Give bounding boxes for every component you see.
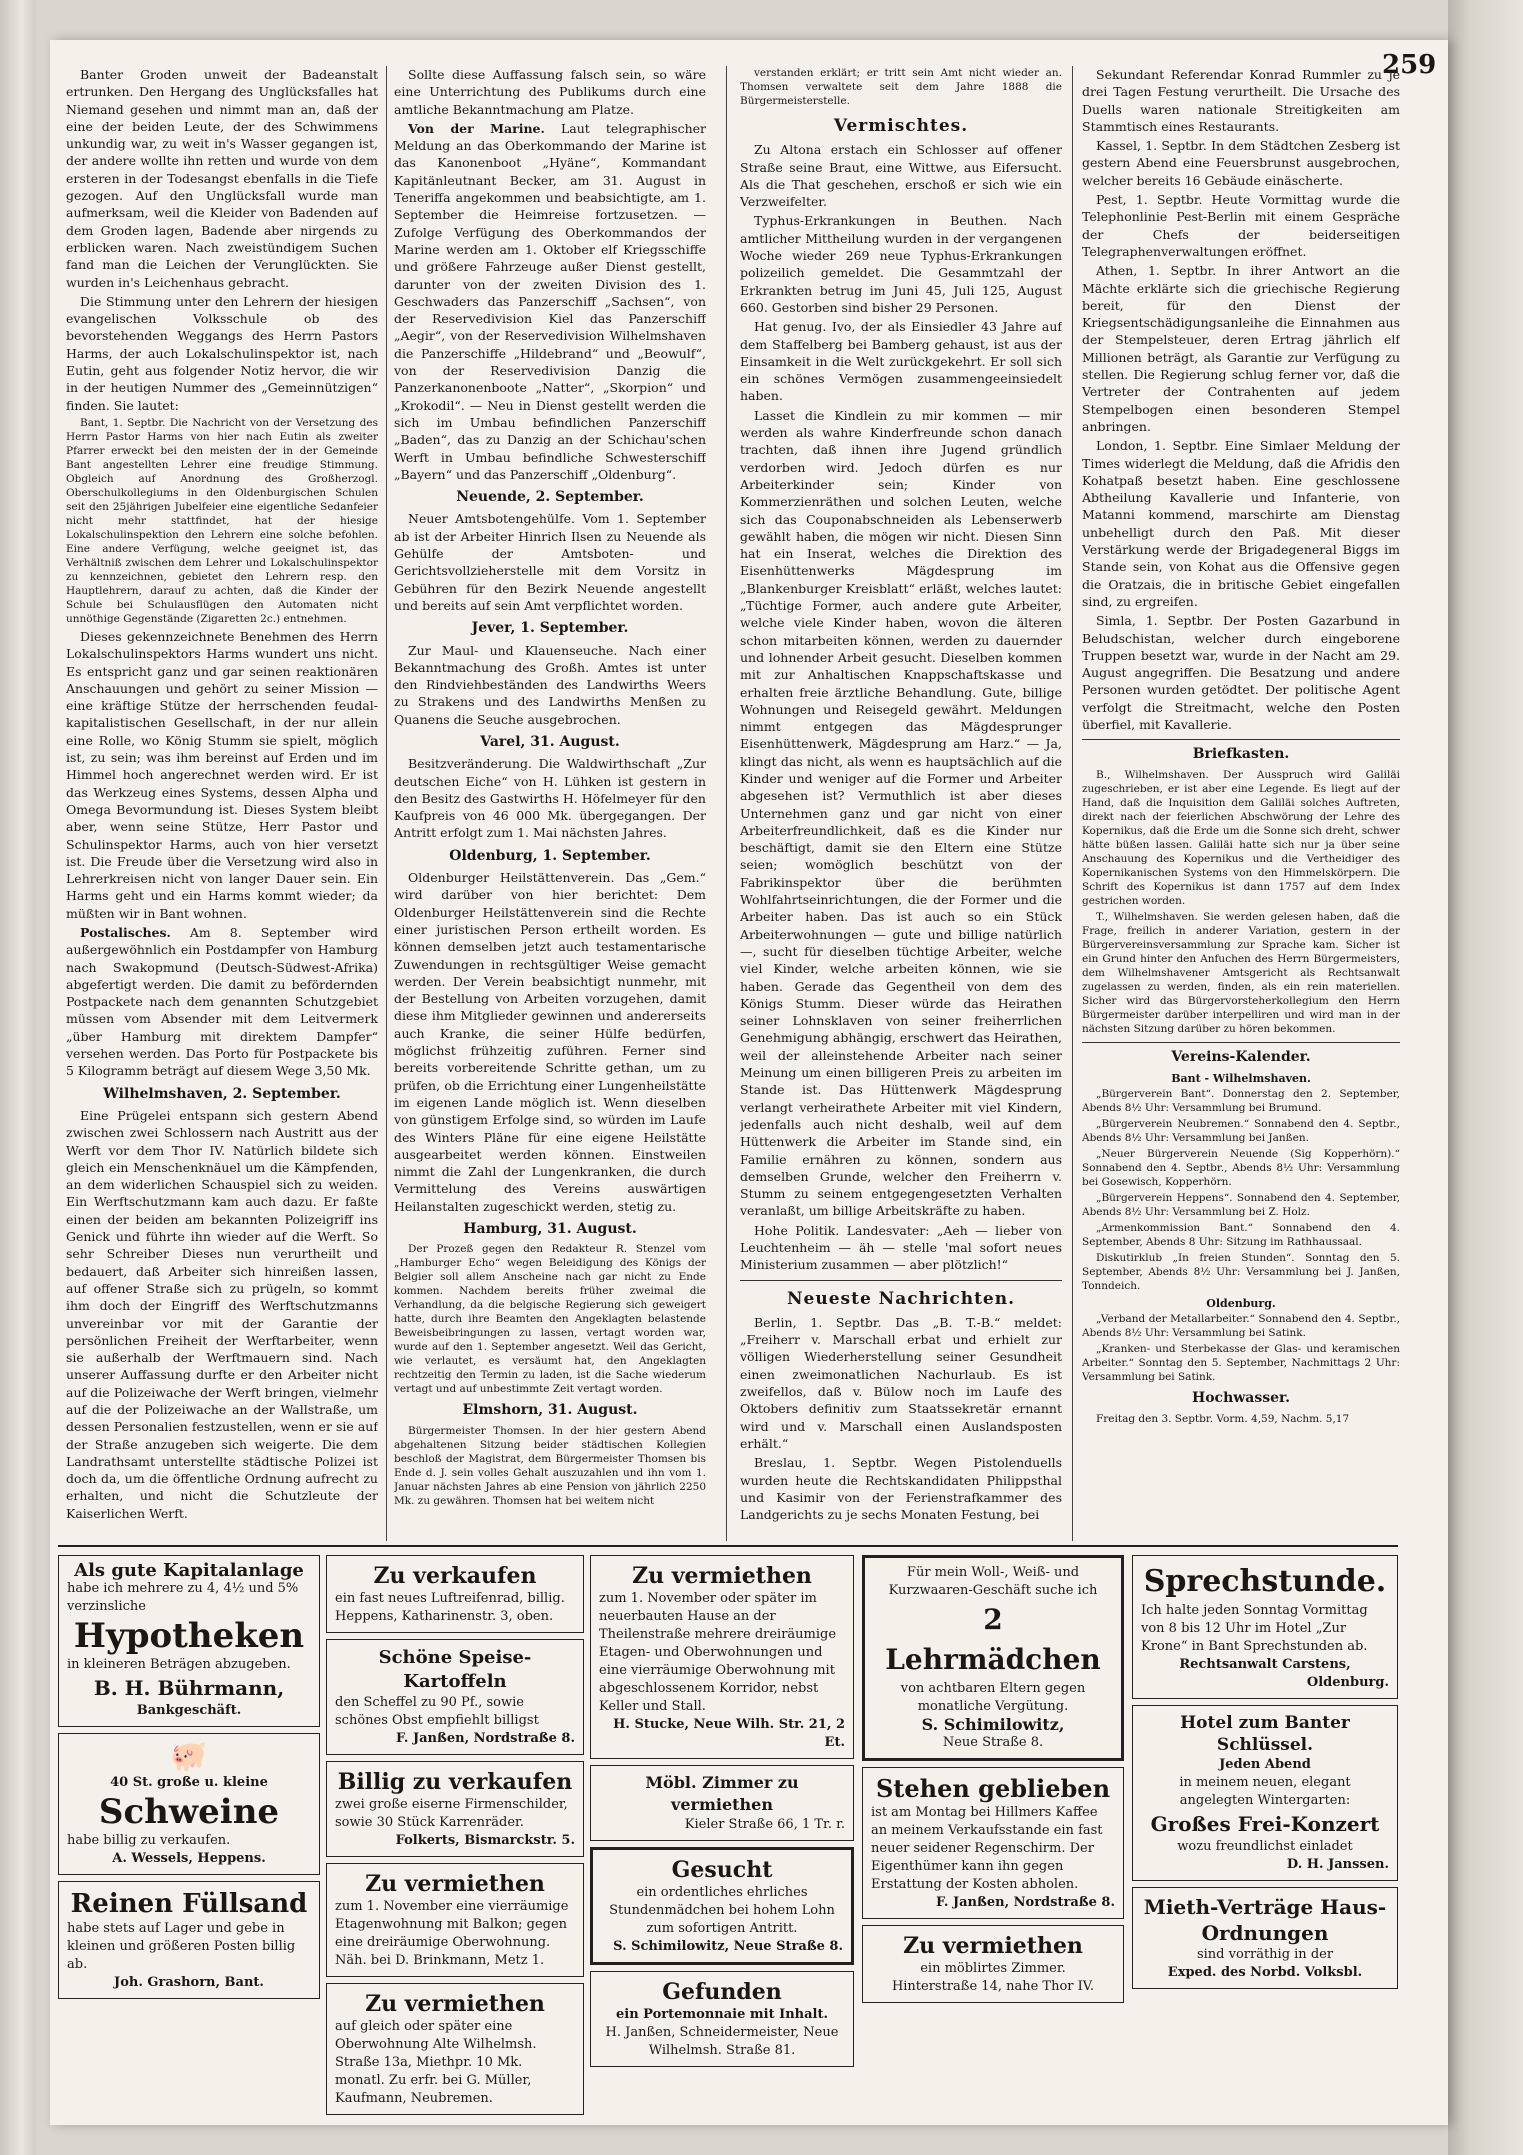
- ad-text: zum 1. November oder später im neuerbauten Hause an der Theilenstraße mehrere dreiräumige Etagen- und Oberwohnungen und eine vierräumige Oberwohnung mit abgeschlossenem Korridor, nebst Keller und Stall.: [599, 1591, 837, 1714]
- ad-gefunden: [590, 1971, 854, 2067]
- ad-headline: Möbl. Zimmer zu vermiethen: [645, 1773, 799, 1814]
- ad-text: ein möblirtes Zimmer.: [920, 1961, 1066, 1976]
- tide-info: Freitag den 3. Septbr. Vorm. 4,59, Nachm. 5,17: [1096, 1412, 1350, 1425]
- ad-etagenwohnung: [326, 1863, 584, 1977]
- article-text: Zu Altona erstach ein Schlosser auf offener Straße seine Braut, eine Wittwe, aus Eifersucht. Als die That geschehen, erschoß er sich wie ein Verzweifelter.: [740, 142, 1062, 210]
- dateline: Hamburg, 31. August.: [463, 1221, 637, 1237]
- ad-advertiser: B. H. Bührmann,: [93, 1676, 285, 1700]
- ad-text: Jeden Abend: [1219, 1757, 1311, 1772]
- ad-advertiser: S. Schimilowitz, Neue Straße 8.: [613, 1939, 843, 1954]
- ad-text: sind vorräthig in der: [1196, 1947, 1334, 1962]
- ad-headline: Zu vermiethen: [365, 1991, 545, 2017]
- section-heading: Postalisches.: [80, 924, 171, 940]
- ad-text: den Scheffel zu 90 Pf., sowie schönes Obst empfiehlt billigst: [335, 1695, 539, 1728]
- ad-text: ist am Montag bei Hillmers Kaffee an meinem Verkaufsstande ein fast neuer seidener Regenschirm. Der Eigenthümer kann ihn gegen Erstattung der Kosten abholen.: [871, 1805, 1103, 1892]
- ad-hotel-konzert: [1132, 1705, 1398, 1881]
- article-text: Der Prozeß gegen den Redakteur R. Stenzel vom „Hamburger Echo“ wegen Beleidigung des Königs der Belgier soll allem Anscheine nach gar nicht zu Ende kommen. Nachdem bereits früher zweimal die Verhandlung, da die belgische Regierung sich geweigert hatte, durch ihre Beamten den Angeklagten belastende Beweisbeibringungen zu lassen, vertagt worden war, wurde auf den 1. September angesetzt. Weil das Gericht, wie verlautet, es versäumt hat, den Angeklagten rechtzeitig den Termin zu laden, ist die Sache wiederum vertagt und auf unbestimmte Zeit vertagt worden.: [394, 1243, 706, 1396]
- ad-text: Bankgeschäft.: [136, 1703, 242, 1718]
- dateline: Jever, 1. September.: [471, 620, 629, 637]
- ad-headline: 2 Lehrmädchen: [885, 1603, 1101, 1676]
- ad-text: Hinterstraße 14, nahe Thor IV.: [891, 1979, 1095, 1994]
- ad-text: wozu freundlichst einladet: [1177, 1839, 1353, 1854]
- ad-text: habe billig zu verkaufen.: [67, 1833, 231, 1848]
- ad-text: ein ordentliches ehrliches Stundenmädchen bei hohem Lohn zum sofortigen Antritt.: [609, 1885, 835, 1936]
- article-text: Hat genug. Ivo, der als Einsiedler 43 Jahre auf dem Staffelberg bei Bamberg gehaust, ist aus der Einsamkeit in die Welt zurückgekehrt. Er soll sich ein schönes Vermögen zusammengeeinsiedelt haben.: [740, 319, 1062, 404]
- article-text: Breslau, 1. Septbr. Wegen Pistolenduells wurden heute die Rechtskandidaten Philippsthal und Kasimir von der Ferienstrafkammer des Landgerichts zu je sechs Monaten Festung, bei: [740, 1455, 1062, 1523]
- ad-headline: Zu vermiethen: [632, 1563, 812, 1589]
- article-text: Typhus-Erkrankungen in Beuthen. Nach amtlicher Mittheilung wurden in der vergangenen Woche wieder 269 neue Typhus-Erkrankungen polizeilich gemeldet. Die Gesammtzahl der Erkrankten betrug im Juni 45, Juli 125, August 660. Gestorben sind bisher 29 Personen.: [740, 213, 1062, 315]
- ad-advertiser: D. H. Janssen.: [1286, 1857, 1389, 1872]
- article-text: London, 1. Septbr. Eine Simlaer Meldung der Times widerlegt die Meldung, daß die Afridis den Kohatpaß besetzt haben. Eine geschlossene Abtheilung Kavallerie und Infanterie, von Matanni kommend, marschirte am Dienstag unbehelligt durch den Paß. Mit dieser Verstärkung werde der Brigadegeneral Biggs im Stande sein, von Kohat aus die Offensive gegen die Oratzais, die in britische Gebiet eingefallen sind, zu ergreifen.: [1082, 438, 1400, 609]
- pig-icon: 🐖: [170, 1739, 208, 1774]
- article-text: Sekundant Referendar Konrad Rummler zu je drei Tagen Festung verurtheilt. Die Ursache des Duells waren nationale Streitigkeiten am Stammtisch eines Restaurants.: [1082, 67, 1400, 134]
- column-4: [1082, 66, 1400, 1541]
- article-text: Bürgermeister Thomsen. In der hier gestern Abend abgehaltenen Sitzung beider städtischen Kollegien beschloß der Magistrat, dem Bürgermeister Thomsen bis Ende d. J. sein volles Gehalt auszuzahlen und ihn vom 1. Januar nächsten Jahres ab eine Pension von jährlich 2250 Mk. zu gewähren. Thomsen hat bei weitem nicht: [394, 1424, 706, 1507]
- ad-wohnungen: [590, 1555, 854, 1759]
- article-text: Laut telegraphischer Meldung an das Oberkommando der Marine ist das Kanonenboot „Hyäne“, Kommandant Kapitänleutnant Becker, am 31. August in Teneriffa angekommen und beabsichtigte, am 1. September die Heimreise fortzusetzen. — Zufolge Verfügung des Oberkommandos der Marine werden am 1. Oktober elf Kriegsschiffe und größere Fahrzeuge außer Dienst gestellt, darunter von der zweiten Division des 1. Geschwaders das Panzerschiff „Sachsen“, von der Reservedivision Kiel das Panzerschiff „Aegir“, von der Reservedivision Wilhelmshaven die Panzerschiffe „Hildebrand“ und „Beowulf“, von der Reservedivision Danzig die Panzerkanonenboote „Natter“, „Skorpion“ und „Krokodil“. — Neu in Dienst gestellt werden die sich im Umbau befindlichen Panzerschiff „Baden“, das zu Danzig an der Schichau'schen Werft in Umbau befindliche Schwesterschiff „Bayern“ und das Panzerschiff „Oldenburg“.: [394, 120, 706, 482]
- event-item: „Kranken- und Sterbekasse der Glas- und keramischen Arbeiter.“ Sonntag den 5. September, Nachmittags 2 Uhr: Versammlung bei Satink.: [1082, 1343, 1400, 1384]
- ads-column-a: [58, 1555, 320, 2005]
- ad-advertiser: Rechtsanwalt Carstens,: [1179, 1657, 1351, 1672]
- article-text: Banter Groden unweit der Badeanstalt ertrunken. Den Hergang des Unglücksfalles hat Niemand gesehen und nimmt man an, daß der eine der beiden Leute, der des Schwimmens unkundig war, zu weit in's Wasser gegangen ist, der andere wollte ihn retten und wurde von dem ersteren in der Todesangst ebenfalls in die Tiefe gezogen. Auf den Unglücksfall wurde man aufmerksam, weil die Kleider von Badenden auf dem Groden lagen, Badende aber nirgends zu erblicken waren. Nach zweistündigem Suchen fand man die Leichen der Verunglückten. Sie wurden in's Leichenhaus gebracht.: [66, 67, 378, 290]
- ad-advertiser: Joh. Grashorn, Bant.: [114, 1975, 264, 1990]
- ad-text: Oldenburg.: [1306, 1675, 1389, 1690]
- ad-text: Ich halte jeden Sonntag Vormittag von 8 bis 12 Uhr im Hotel „Zur Krone“ in Bant Sprechstunden ab.: [1141, 1603, 1368, 1654]
- ad-text: habe ich mehrere zu 4, 4½ und 5% verzinsliche: [67, 1581, 299, 1614]
- event-item: „Bürgerverein Neubremen.“ Sonnabend den 4. Septbr., Abends 8½ Uhr: Versammlung bei Janßen.: [1082, 1118, 1400, 1145]
- ad-text: in meinem neuen, elegant angelegten Wintergarten:: [1179, 1775, 1351, 1808]
- dateline: Oldenburg, 1. September.: [449, 847, 651, 864]
- ads-column-c: [590, 1555, 854, 2073]
- ad-headline: Mieth-Verträge Haus-Ordnungen: [1143, 1895, 1387, 1945]
- subheading: Oldenburg.: [1206, 1297, 1276, 1311]
- article-text: Simla, 1. Septbr. Der Posten Gazarbund in Beludschistan, welcher durch eingeborene Truppen besetzt war, wurde in der Nacht am 29. August angegriffen. Die Besatzung und andere Personen wurden getödtet. Der politische Agent verfolgt die Streitmacht, welche den Posten überfiel, mit Kavallerie.: [1082, 613, 1400, 732]
- article-text: Am 8. September wird außergewöhnlich ein Postdampfer von Hamburg nach Swakopmund (Deutsch-Südwest-Afrika) abgefertigt werden. Die damit zu befördernden Postpackete nach dem genannten Schutzgebiet müssen vom Absender mit dem Leitvermerk „über Hamburg mit direktem Dampfer“ versehen werden. Das Porto für Postpackete bis 5 Kilogramm beträgt auf diesem Wege 3,50 Mk.: [66, 924, 378, 1079]
- ads-column-b: [326, 1555, 584, 2121]
- ad-advertiser: Folkerts, Bismarckstr. 5.: [395, 1833, 575, 1848]
- column-rule: [1072, 66, 1073, 1541]
- section-heading: Briefkasten.: [1192, 746, 1290, 763]
- article-text: B., Wilhelmshaven. Der Ausspruch wird Galiläi zugeschrieben, er ist aber eine Legende. Es liegt auf der Hand, daß die Inquisition dem Galiläi solches Auftreten, direkt nach der feierlichen Abschwörung der Lehre des Kopernikus, daß die Erde um die Sonne sich dreht, schwer hätte büßen lassen. Galiläi hatte sich nur ja über seine Anschauung des Kopernikus und die Vertheidiger des Kopernikanischen Systems von den Himmelskörpern. Die Schrift des Kopernikus ist dann 1757 auf dem Index gestrichen worden.: [1082, 768, 1400, 907]
- section-heading: Hochwasser.: [1191, 1390, 1291, 1407]
- ad-lehrmaedchen: [862, 1555, 1124, 1761]
- ad-headline: Billig zu verkaufen: [337, 1769, 573, 1795]
- ad-moebl-zimmer: [590, 1765, 854, 1841]
- ads-column-e: [1132, 1555, 1398, 1995]
- article-text: Dieses gekennzeichnete Benehmen des Herrn Lokalschulinspektors Harms wundert uns nicht. Es entspricht ganz und gar seinen reaktionären Anschauungen und gehört zu seiner Mission — eine kräftige Stütze der herrschenden feudal-kapitalistischen Gesellschaft, in der nur allein eine Rolle, wo König Stumm sie spielt, möglich ist, zu sein; was ihm bereinst auf Erden und im Himmel hoch angerechnet werden wird. Er ist das Werkzeug eines Systems, dessen Alpha und Omega Bevormundung ist. Dieses System bleibt aber, wenn seine Stütze, Herr Pastor und Schulinspektor Harms, auch von hier versetzt ist. Die Freude über die Versetzung wird also in Lehrerkreisen nicht von langer Dauer sein. Ein Harms geht und ein Harms kommt wieder; da müßten wir in Bant wohnen.: [66, 628, 378, 921]
- column-3: [740, 66, 1062, 1541]
- article-text: Kassel, 1. Septbr. In dem Städtchen Zesberg ist gestern Abend eine Feuersbrunst ausgebrochen, welcher bereits 16 Gebäude einäscherte.: [1082, 138, 1400, 188]
- column-2: [394, 66, 706, 1541]
- ad-zimmer: [862, 1925, 1124, 2003]
- article-text: T., Wilhelmshaven. Sie werden gelesen haben, daß die Frage, freilich in anderer Variation, gestern in der Bürgervereinsversammlung zur Sprache kam. Sicher ist ein Grund hinter den Anfuchen des Herrn Bürgermeisters, dem Wilhelmshavener Amtsgericht als Rechtsanwalt zugelassen zu werden, finden, als ein rein materiellen. Sicher wird das Bürgervorsteherkollegium den Herrn Bürgermeister darüber interpelliren und wird man in der nächsten Sitzung darüber zu hören bekommen.: [1082, 910, 1400, 1035]
- ad-advertiser: H. Janßen, Schneidermeister, Neue Wilhelmsh. Straße 81.: [605, 2025, 839, 2058]
- ads-column-d: [862, 1555, 1124, 2009]
- divider: [1082, 1042, 1400, 1043]
- article-text: verstanden erklärt; er tritt sein Amt nicht wieder an. Thomsen verwaltete seit dem Jahre 1888 die Bürgermeisterstelle.: [740, 67, 1062, 107]
- ad-firmenschilder: [326, 1761, 584, 1857]
- event-item: „Bürgerverein Bant“. Donnerstag den 2. September, Abends 8½ Uhr: Versammlung bei Brumund.: [1082, 1088, 1400, 1115]
- dateline: Neuende, 2. September.: [456, 489, 644, 506]
- article-text: Die Stimmung unter den Lehrern der hiesigen evangelischen Volksschule ob des bevorstehenden Weggangs des Herrn Pastors Harms, der auch Lokalschulinspektor ist, nach Eutin, geht aus folgender Notiz hervor, die wir in der heutigen Nummer des „Gemeinnützigen“ finden. Sie lautet:: [66, 293, 378, 413]
- ad-advertiser: F. Janßen, Nordstraße 8.: [396, 1731, 575, 1746]
- article-text: Hohe Politik. Landesvater: „Aeh — lieber von Leuchtenheim — äh — stelle 'mal sofort neues Ministerium zusammen — aber plötzlich!“: [740, 1222, 1062, 1273]
- event-item: „Armenkommission Bant.“ Sonnabend den 4. September, Abends 8 Uhr: Sitzung im Rathhaussaal.: [1082, 1222, 1400, 1249]
- event-item: „Neuer Bürgerverein Neuende (Sig Kopperhörn).“ Sonnabend den 4. Septbr., Abends 8½ Uhr: Versammlung bei Gosewisch, Kopperhörn.: [1082, 1148, 1400, 1189]
- ad-text: habe stets auf Lager und gebe in kleinen und größeren Posten billig ab.: [67, 1921, 296, 1972]
- ad-text: Kieler Straße 66, 1 Tr. r.: [684, 1817, 845, 1832]
- section-heading: Vereins-Kalender.: [1171, 1048, 1311, 1065]
- article-text: Pest, 1. Septbr. Heute Vormittag wurde die Telephonlinie Pest-Berlin mit einem Gespräche der Chefs der beiderseitigen Telegraphenverwaltungen eröffnet.: [1082, 192, 1400, 259]
- ad-headline: Stehen geblieben: [875, 1774, 1111, 1803]
- page-number: 259: [1382, 50, 1437, 80]
- article-text: Zur Maul- und Klauenseuche. Nach einer Bekanntmachung des Großh. Amtes ist unter den Rindviehbeständen des Landwirths Weers zu Strakens und des Landwirths Menßen zu Quanens die Seuche ausgebrochen.: [394, 642, 706, 727]
- ad-text: zum 1. November eine vierräumige Etagenwohnung mit Balkon; gegen eine dreiräumige Oberwohnung. Näh. bei D. Brinkmann, Metz 1.: [335, 1899, 569, 1968]
- ad-headline: Gefunden: [662, 1979, 782, 2005]
- article-text: Athen, 1. Septbr. In ihrer Antwort an die Mächte erklärte sich die griechische Regierung bereit, für den Dienst der Kriegsentschädigungsanleihe die Einnahmen aus der Stempelsteuer, deren Ertrag jährlich elf Millionen beträgt, als Garantie zur Verfügung zu stellen. Die Regierung schlug ferner vor, daß die Vertreter der Contrahenten auf jedem Stempelbogen einen besonderen Stempel anbringen.: [1082, 263, 1400, 434]
- ad-headline: Zu vermiethen: [903, 1933, 1083, 1959]
- ad-advertiser: H. Stucke, Neue Wilh. Str. 21, 2 Et.: [613, 1717, 845, 1750]
- ad-fuellsand: [58, 1881, 320, 1999]
- section-heading: Von der Marine.: [408, 120, 545, 136]
- ad-text: ein fast neues Luftreifenrad, billig. Heppens, Katharinenstr. 3, oben.: [335, 1591, 565, 1624]
- article-text: Oldenburger Heilstättenverein. Das „Gem.“ wird darüber von hier berichtet: Dem Oldenburger Heilstättenverein sind die Rechte einer juristischen Person ertheilt worden. Es können demselben jetzt auch testamentarische Zuwendungen in rechtsgültiger Weise gemacht werden. Der Verein beabsichtigt nunmehr, mit der Bestellung von Arbeiten vorzugehen, damit diese ihm Mitglieder gewinnen und andererseits auch Kranke, die seiner Hülfe bedürfen, möglichst frühzeitig zuführen. Ferner sind bereits vorbereitende Schritte gethan, um zu prüfen, ob die Errichtung einer Lungenheilstätte im eigenen Lande möglich ist. Wenn dieselben von günstigem Erfolge sind, so würden im Laufe des Winters Pläne für eine eigene Heilstätte ausgearbeitet werden können. Einstweilen nimmt die Zahl der Lungenkranken, die durch Vermittelung des Vereins auswärtigen Heilanstalten zugeschickt werden, stetig zu.: [394, 870, 706, 1214]
- ad-headline: Hotel zum Banter Schlüssel.: [1180, 1713, 1350, 1755]
- ad-text: von achtbaren Eltern gegen monatliche Vergütung.: [900, 1681, 1086, 1714]
- ad-headline: Schöne Speise-Kartoffeln: [378, 1647, 532, 1692]
- ad-advertiser: F. Janßen, Nordstraße 8.: [936, 1895, 1115, 1910]
- ad-headline: Schweine: [98, 1792, 280, 1832]
- column-rule: [386, 66, 387, 1541]
- ad-text: Neue Straße 8.: [942, 1735, 1044, 1750]
- ads-separator: [58, 1545, 1398, 1547]
- ad-text: ein Portemonnaie mit Inhalt.: [616, 2007, 828, 2022]
- column-rule: [726, 66, 727, 1541]
- article-text: Sollte diese Auffassung falsch sein, so wäre eine Unterrichtung des Publikums durch eine amtliche Bekanntmachung am Platze.: [394, 67, 706, 117]
- page-edge-shadow: [1448, 0, 1523, 2155]
- ad-advertiser: A. Wessels, Heppens.: [112, 1851, 266, 1866]
- ad-headline: Sprechstunde.: [1143, 1564, 1387, 1599]
- ad-text: zwei große eiserne Firmenschilder, sowie 30 Stück Karrenräder.: [335, 1797, 568, 1830]
- event-item: „Bürgerverein Heppens“. Sonnabend den 4. September, Abends 8½ Uhr: Versammlung bei Z. Holz.: [1082, 1192, 1400, 1219]
- dateline: Wilhelmshaven, 2. September.: [103, 1085, 341, 1102]
- ad-oberwohnung: [326, 1983, 584, 2115]
- event-item: „Verband der Metallarbeiter.“ Sonnabend den 4. Septbr., Abends 8½ Uhr: Versammlung bei Satink.: [1082, 1313, 1400, 1340]
- section-heading: Vermischtes.: [833, 116, 969, 136]
- subheading: Bant - Wilhelmshaven.: [1171, 1071, 1311, 1085]
- article-text: Lasset die Kindlein zu mir kommen — mir werden als wahre Kinderfreunde schon danach trachten, daß ihnen ihre Jugend gründlich verdorben wird. Jedoch dürfen es nur Arbeiterkinder sein; Kinder von Kommerzienräthen und solchen Leuten, welche sich das Couponabschneiden als Lebenserwerb gewählt haben, die mögen wir nicht. Diesen Sinn hat ein Inserat, welches die Direktion des Eisenhüttenwerks Mägdesprung im „Blankenburger Kreisblatt“ erläßt, welches lautet: „Tüchtige Former, auch andere gute Arbeiter, welche viele Kinder haben, wovon die älteren schon mitarbeiten können, werden zu dauernder und lohnender Arbeit gesucht. Dieselben kommen mit zur Anhaltischen Knappschaftskasse und erhalten freie ärztliche Behandlung. Gute, billige Wohnungen und Reisegeld gewährt. Meldungen nimmt entgegen das Mägdesprunger Eisenhüttenwerk, Mägdesprung am Harz.“ — Ja, klingt das nicht, als wenn es hauptsächlich auf die Kinder und weniger auf die Former und Arbeiter abgesehen ist? Vermuthlich ist aber dieses Unternehmen ganz und gar nicht von einer Arbeiterfreundlichkeit, daß es die Kinder nur beschäftigt, damit sie den Eltern eine Stütze seien; womöglich beschützt von der Fabrikinspektor über die berühmten Wohlfahrtseinrichtungen, die der Former und die Arbeiter haben. Das ist auch so ein Stück Arbeiterwohnungen — gute und billige natürlich —, sucht für dieselben tüchtige Arbeiter, welche viel Kinder, welche arbeiten können, wie sie haben. Gerade das Gegentheil von dem des Königs Stumm. Dieser würde das Heirathen seiner Lohnsklaven von seiner freiherrlichen Genehmigung abhängig, erschwert das Heirathen, weil der alleinstehende Arbeiter nach seiner Meinung um einen billigeren Preis zu arbeiten im Stande ist. Das Hüttenwerk Mägdesprung verlangt verheirathete Arbeiter mit viel Kindern, jedenfalls auch nicht deshalb, weil auf dem Hüttenwerk die Arbeiter im Stande sind, ein Familie ernähren zu können, sondern aus demselben Grunde, welcher den Freiherrn v. Stumm zu seinem entgegengesetzten Verhalten veranlaßt, um billige Arbeitskräfte zu haben.: [740, 407, 1062, 1219]
- ad-headline: Zu vermiethen: [365, 1871, 545, 1897]
- dateline: Elmshorn, 31. August.: [462, 1402, 638, 1419]
- ad-hypotheken: [58, 1555, 320, 1727]
- ad-advertiser: S. Schimilowitz,: [921, 1715, 1065, 1734]
- ad-title: Als gute Kapitalanlage: [74, 1560, 304, 1581]
- ad-text: in kleineren Beträgen abzugeben.: [67, 1657, 291, 1672]
- ad-text: Für mein Woll-, Weiß- und Kurzwaaren-Geschäft suche ich: [888, 1565, 1098, 1598]
- divider: [740, 1280, 1062, 1281]
- dateline: Varel, 31. August.: [480, 733, 620, 750]
- ad-gesucht: [590, 1847, 854, 1965]
- ad-fahrrad: [326, 1555, 584, 1633]
- ad-headline: Gesucht: [671, 1857, 773, 1883]
- ad-kartoffeln: [326, 1639, 584, 1755]
- ad-mietvertraege: [1132, 1887, 1398, 1989]
- divider: [1082, 739, 1400, 740]
- ad-advertiser: Exped. des Norbd. Volksbl.: [1167, 1965, 1363, 1980]
- ad-headline: Reinen Füllsand: [70, 1889, 308, 1919]
- page-binding-shadow: [0, 0, 36, 2155]
- article-text: Berlin, 1. Septbr. Das „B. T.-B.“ meldet: „Freiherr v. Marschall erbat und erhielt zur völligen Wiederherstellung seiner Gesundheit einen zweimonatlichen Nachurlaub. Es ist zweifellos, daß v. Bülow noch im Laufe des Oktobers definitiv zum Staatssekretär ernannt wird und v. Marschall einen Auslandsposten erhält.“: [740, 1314, 1062, 1451]
- ad-headline: Hypotheken: [73, 1616, 305, 1656]
- column-1: [66, 66, 378, 1541]
- ad-text: auf gleich oder später eine Oberwohnung Alte Wilhelmsh. Straße 13a, Miethpr. 10 Mk. monatl. Zu erfr. bei G. Müller, Kaufmann, Neubremen.: [335, 2019, 537, 2106]
- ad-sprechstunde: [1132, 1555, 1398, 1699]
- section-heading: Neueste Nachrichten.: [786, 1288, 1016, 1309]
- ad-text: 40 St. große u. kleine: [110, 1775, 268, 1790]
- ad-schweine: [58, 1733, 320, 1875]
- article-text: Besitzveränderung. Die Waldwirthschaft „Zur deutschen Eiche“ von H. Lühken ist gestern in den Besitz des Gastwirths H. Höfelmeyer für den Kaufpreis von 46 000 Mk. übergegangen. Der Antritt erfolgt zum 1. Mai nächsten Jahres.: [394, 756, 706, 841]
- ad-headline: Großes Frei-Konzert: [1150, 1812, 1380, 1836]
- ad-headline: Zu verkaufen: [373, 1563, 537, 1589]
- ad-regenschirm: [862, 1767, 1124, 1919]
- event-item: Diskutirklub „In freien Stunden“. Sonntag den 5. September, Abends 8½ Uhr: Versammlung bei J. Janßen, Tonndeich.: [1082, 1252, 1400, 1293]
- article-text: Eine Prügelei entspann sich gestern Abend zwischen zwei Schlossern nach Austritt aus der Werft vor dem Thor IV. Natürlich bildete sich gleich ein Menschenknäuel um die Kämpfenden, an dem widerlichen Schauspiel sich zu weiden. Ein Werftschutzmann kam auch dazu. Er faßte einen der beiden am bekannten Polizeigriff ins Genick und führte ihn wieder auf die Werft. So sehr Schreiber Dieses nun verurtheilt und bedauert, daß Arbeiter sich hinreißen lassen, auf offener Straße sich zu prügeln, so kommt ihm doch der Eingriff des Werftschutzmanns unvereinbar vor mit der Garantie der persönlichen Freiheit der Werftarbeiter, wenn sie außerhalb der Werftmauern sind. Nach unserer Auffassung durfte er den Arbeiter nicht auf die Polizeiwache der Werft bringen, vielmehr auf die der Polizeiwache an der Wallstraße, um dessen Personalien festzustellen, wenn er sie auf der Straße anzugeben sich weigerte. Die dem Landrathsamt unterstellte städtische Polizei ist doch da, um die öffentliche Ordnung aufrecht zu erhalten, und nicht die Schutzleute der Kaiserlichen Werft.: [66, 1107, 378, 1521]
- article-text: Neuer Amtsbotengehülfe. Vom 1. September ab ist der Arbeiter Hinrich Ilsen zu Neuende als Gehülfe der Amtsboten- und Gerichtsvollzieherstelle mit dem Vorsitz in Gebühren für den Bezirk Neuende angestellt und bereits auf sein Amt verpflichtet worden.: [394, 511, 706, 613]
- quoted-notice: Bant, 1. Septbr. Die Nachricht von der Versetzung des Herrn Pastor Harms von hier nach Eutin als zweiter Pfarrer erweckt bei den meisten der in der Gemeinde Bant angestellten Lehrer eine freudige Stimmung. Obgleich auf Anordnung des Großherzogl. Oberschulkollegiums in den Oldenburgischen Schulen seit den 25jährigen Jubelfeier eine eigentliche Sedanfeier nicht mehr stattfindet, hat der hiesige Lokalschulinspektion den Lehrern eine solche befohlen. Eine andere Verfügung, welche geeignet ist, das Verhältniß zwischen dem Lehrer und Lokalschulinspektor zu kennzeichnen, gebietet den Lehrern resp. den Hauptlehrern, darauf zu achten, daß die Kinder der Schule bei Schulausflügen den Automaten nicht unnöthige Gegenstände (Zigaretten 2c.) entnehmen.: [66, 416, 378, 625]
